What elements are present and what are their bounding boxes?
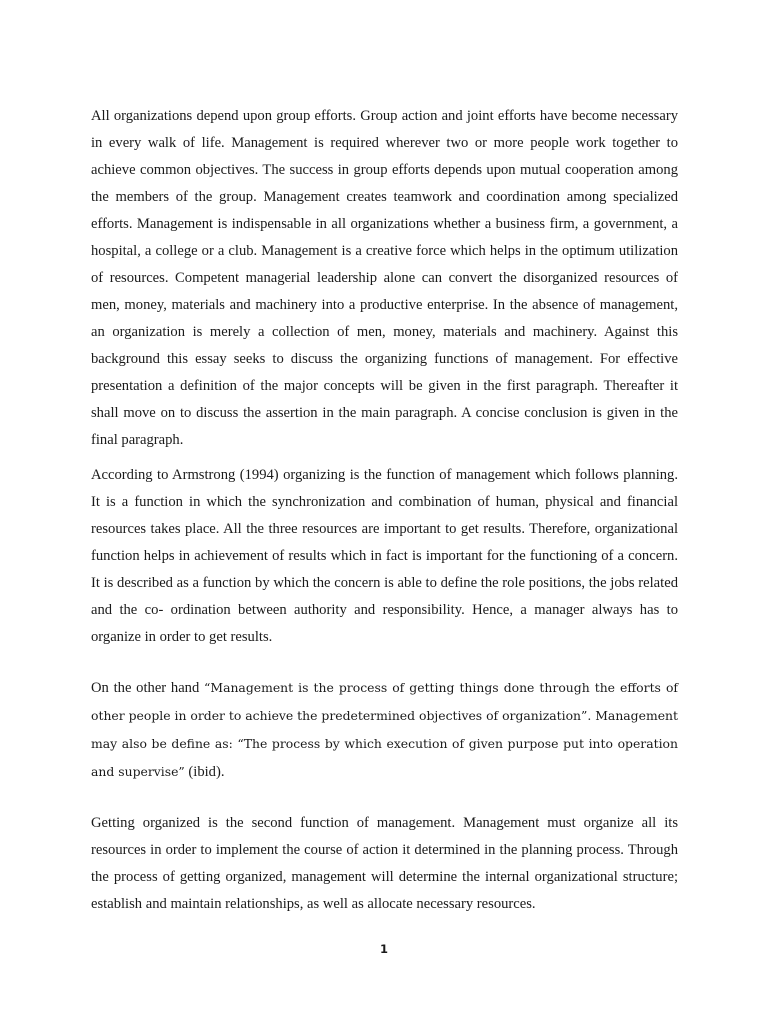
- body-text: [91, 103, 678, 918]
- page-number: 1: [379, 942, 388, 956]
- paragraph-introduction: All organizations depend upon group efforts. Group action and joint efforts have become necessary in every walk of life. Management is required wherever two or more people work together to achieve common objectives. The success in group efforts depends upon mutual cooperation among the members of the group. Management creates teamwork and coordination among specialized efforts. Management is indispensable in all organizations whether a business firm, a government, a hospital, a college or a club. Management is a creative force which helps in the optimum utilization of resources. Competent managerial leadership alone can convert the disorganized resources of men, money, materials and machinery into a productive enterprise. In the absence of management, an organization is merely a collection of men, money, materials and machinery. Against this background this essay seeks to discuss the organizing functions of management. For effective presentation a definition of the major concepts will be given in the first paragraph. Thereafter it shall move on to discuss the assertion in the main paragraph. A concise conclusion is given in the final paragraph.: [91, 108, 678, 448]
- paragraph-middle-text: Management may also be define as:: [91, 708, 678, 751]
- paragraph-lead-text: On the other hand: [91, 680, 205, 696]
- citation-text: (ibid).: [184, 764, 225, 780]
- paragraph-armstrong-definition: According to Armstrong (1994) organizing is the function of management which follows planning. It is a function in which the synchronization and combination of human, physical and financial resources takes place. All the three resources are important to get results. Therefore, organizational function helps in achievement of results which in fact is important for the functioning of a concern. It is described as a function by which the concern is able to define the role positions, the jobs related and the co- ordination between authority and responsibility. Hence, a manager always has to organize in order to get results.: [91, 467, 678, 645]
- paragraph-getting-organized: Getting organized is the second function of management. Management must organize all its resources in order to implement the course of action it determined in the planning process. Through the process of getting organized, management will determine the internal organizational structure; establish and maintain relationships, as well as allocate necessary resources.: [91, 815, 678, 912]
- paragraph-management-definition: [91, 674, 678, 786]
- quoted-definition: “Management is the process of getting things done through the efforts of other people in order to achieve the predetermined objectives of organization”.: [91, 680, 678, 723]
- quoted-definition-second: “The process by which execution of given purpose put into operation and supervise”: [91, 736, 678, 779]
